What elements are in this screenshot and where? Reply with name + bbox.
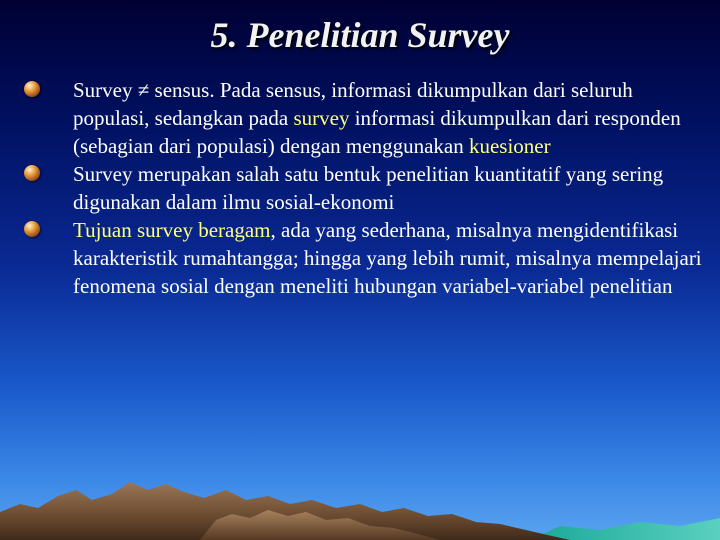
bullet-item [24, 76, 714, 160]
bullet-text: Survey ≠ sensus. Pada sensus, informasi dikumpulkan dari seluruh populasi, sedangkan pada survey informasi dikumpulkan dari responden (sebagian dari populasi) dengan menggunakan kuesioner [73, 78, 681, 158]
bullet-sphere-icon [24, 221, 40, 237]
bullet-sphere-icon [24, 81, 40, 97]
mountain-landscape [0, 460, 720, 540]
bullet-item [24, 216, 714, 300]
bullet-sphere-icon [24, 165, 40, 181]
slide-title: 5. Penelitian Survey [210, 15, 510, 55]
bullet-item [24, 160, 714, 216]
highlight-text: survey [293, 106, 350, 130]
bullet-text: Survey merupakan salah satu bentuk penelitian kuantitatif yang sering digunakan dalam ilmu sosial-ekonomi [73, 162, 664, 214]
bullet-text: Tujuan survey beragam, ada yang sederhana, misalnya mengidentifikasi karakteristik rumahtangga; hingga yang lebih rumit, misalnya mempelajari fenomena sosial dengan meneliti hubungan variabel-variabel penelitian [73, 218, 702, 298]
highlight-text: Tujuan survey beragam [73, 218, 271, 242]
highlight-text: kuesioner [468, 134, 551, 158]
bullet-list [24, 76, 714, 300]
